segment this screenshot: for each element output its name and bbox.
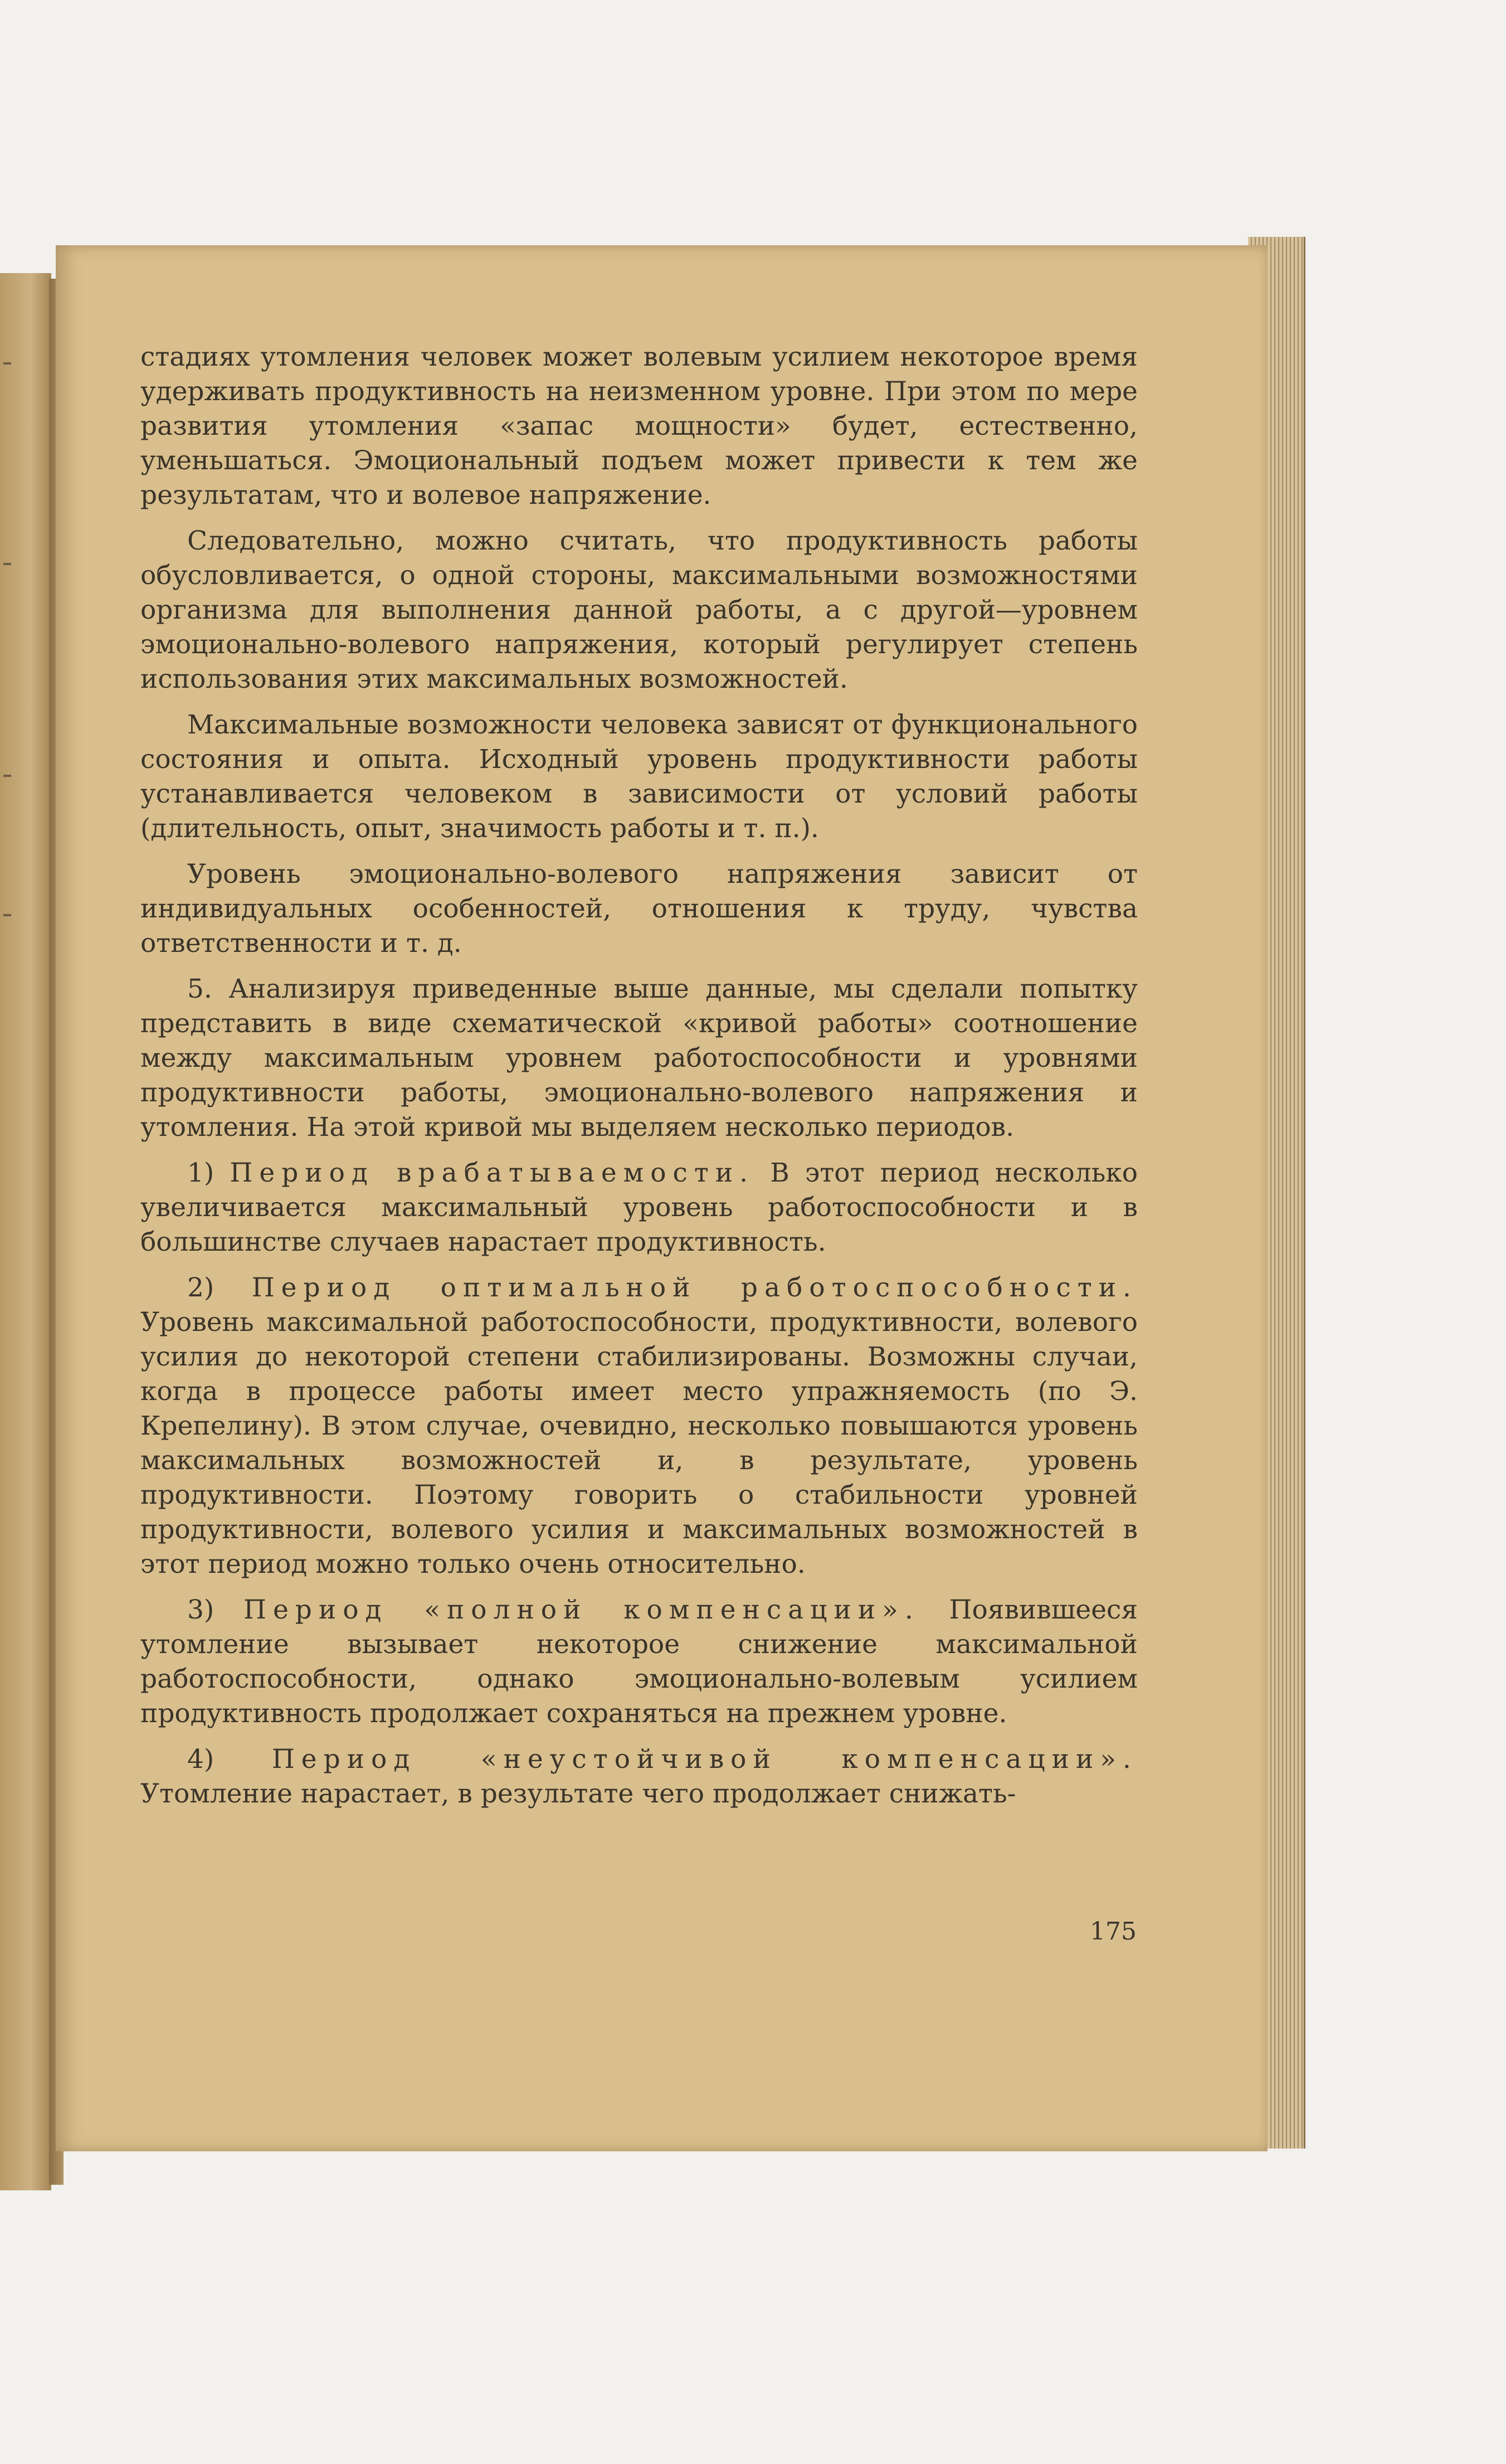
paragraph-text: 2)	[187, 1272, 252, 1303]
facing-page-mark	[3, 914, 11, 916]
paragraph	[140, 1271, 1138, 1582]
paragraph-text: Уровень эмоционально-волевого напряжения зависит от индивидуальных особенностей, отношения к труду, чувства ответственности и т. д.	[140, 859, 1138, 959]
paragraph-text: В этот период несколько увеличивается максимальный уровень работоспособности и в большинстве случаев нарастает продуктивность.	[140, 1158, 1138, 1257]
paragraph-text: 5. Анализируя приведенные выше данные, мы сделали попытку представить в виде схематической «кривой работы» соотношение между максимальным уровнем работоспособности и уровнями продуктивности работы, эмоционально-волевого напряжения и утомления. На этой кривой мы выделяем несколько периодов.	[140, 974, 1138, 1143]
paragraph	[140, 524, 1138, 697]
paragraph-text: 4)	[187, 1744, 272, 1775]
paragraph-text: 3)	[187, 1595, 243, 1625]
facing-page-mark	[3, 775, 11, 777]
paragraph-text: Появившееся утомление вызывает некоторое снижение максимальной работоспособности, однако эмоционально-волевым усилием продуктивность продолжает сохраняться на прежнем уровне.	[140, 1595, 1138, 1729]
spaced-heading-text: Период врабатываемости.	[230, 1158, 755, 1188]
page-number: 175	[1090, 1917, 1137, 1946]
book-page	[56, 245, 1268, 2151]
facing-page-mark	[3, 563, 11, 565]
paragraph	[140, 1156, 1138, 1260]
paragraph	[140, 857, 1138, 961]
paragraph	[140, 1593, 1138, 1731]
paragraph-text: стадиях утомления человек может волевым усилием некоторое время удерживать продуктивность на неизменном уровне. При этом по мере развития утомления «запас мощности» будет, естественно, уменьшаться. Эмоциональный подъем может привести к тем же результатам, что и волевое напряжение.	[140, 342, 1138, 511]
paragraph	[140, 1742, 1138, 1811]
page-text	[140, 340, 1138, 1823]
paragraph	[140, 972, 1138, 1145]
facing-page-mark	[3, 362, 11, 365]
paragraph	[140, 340, 1138, 513]
paragraph-text: Утомление нарастает, в результате чего продолжает снижать-	[140, 1778, 1016, 1809]
facing-page-edge	[0, 273, 51, 2190]
paragraph-text: Следовательно, можно считать, что продуктивность работы обусловливается, о одной стороны, максимальными возможностями организма для выполнения данной работы, а с другой—уровнем эмоционально-волевого напряжения, который регулирует степень использования этих максимальных возможностей.	[140, 526, 1138, 694]
spaced-heading-text: Период «полной компенсации».	[243, 1595, 920, 1625]
paragraph-text: 1)	[187, 1158, 230, 1188]
spaced-heading-text: Период «неустойчивой компенсации».	[271, 1744, 1138, 1775]
paragraph-text: Уровень максимальной работоспособности, продуктивности, волевого усилия до некоторой степени стабилизированы. Возможны случаи, когда в процессе работы имеет место упражняемость (по Э. Крепелину). В этом случае, очевидно, несколько повышаются уровень максимальных возможностей и, в результате, уровень продуктивности. Поэтому говорить о стабильности уровней продуктивности, волевого усилия и максимальных возможностей в этот период можно только очень относительно.	[140, 1307, 1138, 1580]
paragraph	[140, 708, 1138, 846]
spaced-heading-text: Период оптимальной работоспособности.	[251, 1272, 1138, 1303]
paragraph-text: Максимальные возможности человека зависят от функционального состояния и опыта. Исходный уровень продуктивности работы устанавливается человеком в зависимости от условий работы (длительность, опыт, значимость работы и т. п.).	[140, 709, 1138, 844]
